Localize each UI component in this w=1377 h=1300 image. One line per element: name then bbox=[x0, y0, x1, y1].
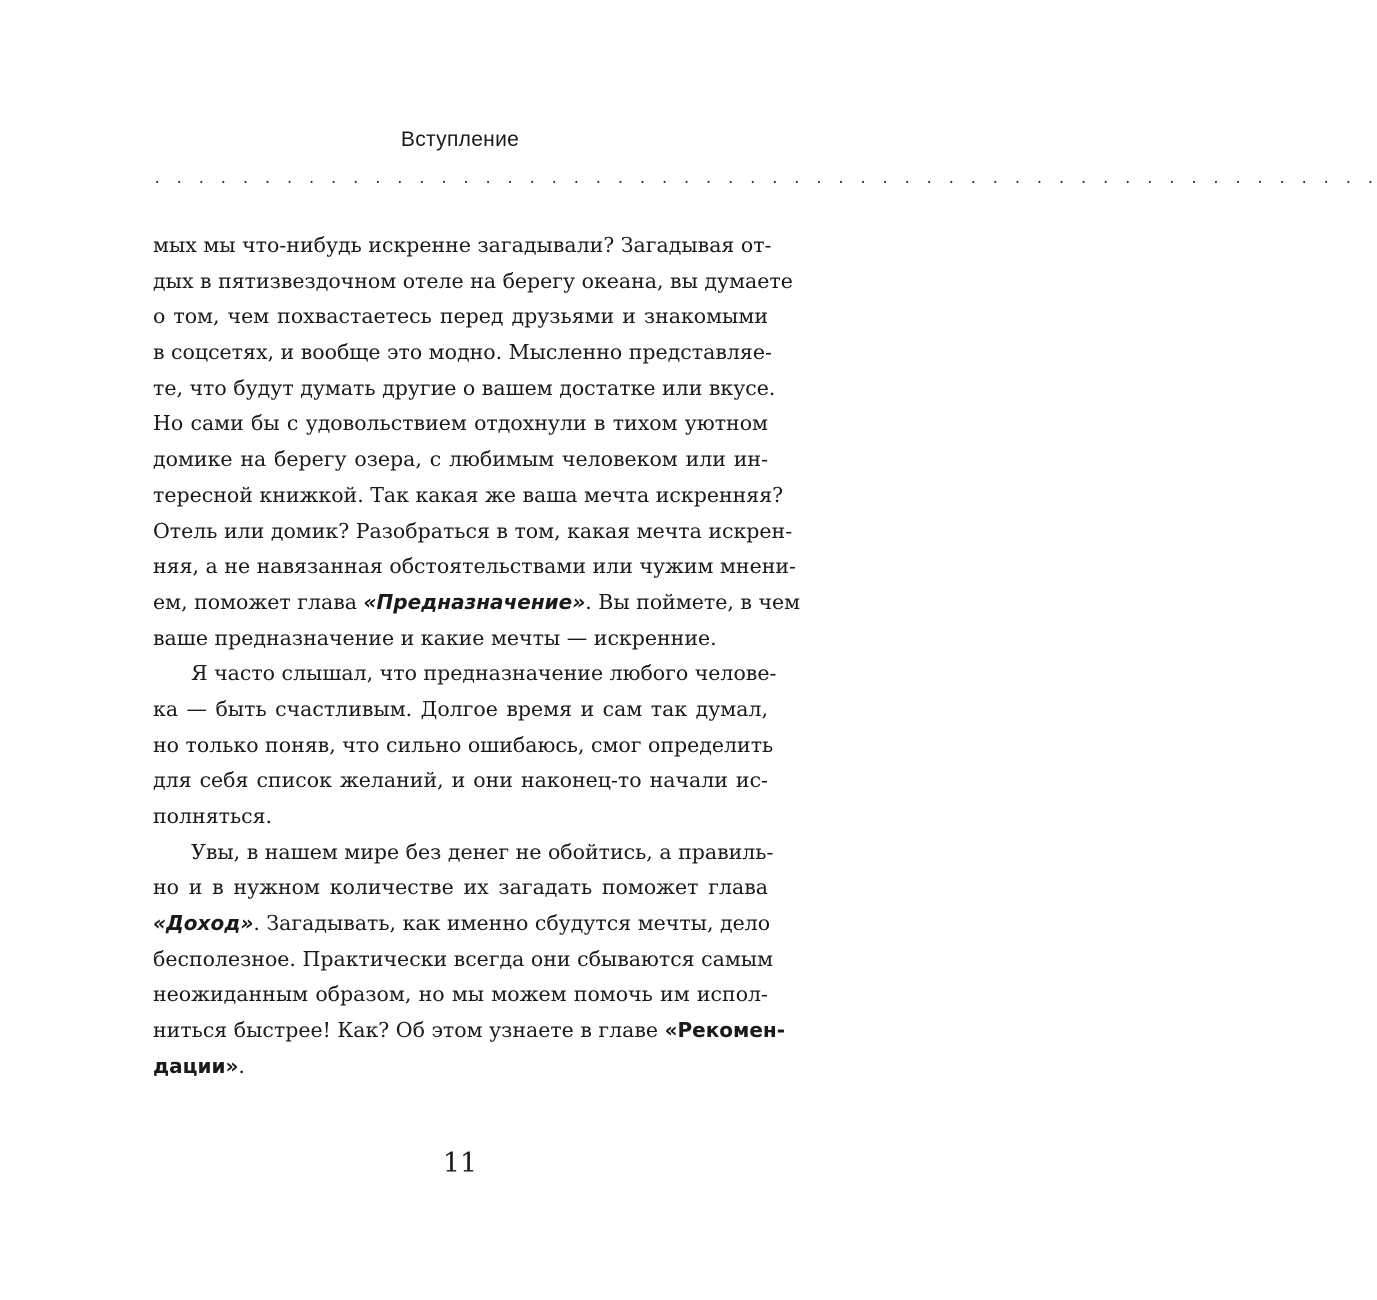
text-line: ка — быть счастливым. Долгое время и сам так думал, bbox=[153, 696, 768, 721]
body-text bbox=[153, 228, 801, 1085]
text-fragment: . bbox=[238, 1053, 245, 1078]
text-line: но и в нужном количестве их загадать поможет глава bbox=[153, 875, 768, 900]
running-header: Вступление bbox=[400, 128, 520, 151]
text-line bbox=[153, 585, 801, 621]
paragraph-1 bbox=[153, 228, 801, 656]
text-fragment: . Загадывать, как именно сбудутся мечты, дело bbox=[253, 911, 771, 936]
text-line: неожиданным образом, но мы можем помочь им испол- bbox=[153, 982, 768, 1007]
chapter-reference-recommendations: «Рекомен- bbox=[664, 1018, 786, 1043]
text-line bbox=[153, 1013, 786, 1049]
text-line: о том, чем похвастаетесь перед друзьями и знакомыми bbox=[153, 304, 768, 329]
text-line: для себя список желаний, и они наконец-то начали ис- bbox=[153, 768, 768, 793]
text-line: те, что будут думать другие о вашем достатке или вкусе. bbox=[153, 375, 776, 400]
text-line: мых мы что-нибудь искренне загадывали? Загадывая от- bbox=[153, 233, 772, 257]
text-line: тересной книжкой. Так какая же ваша мечта искренняя? bbox=[153, 482, 784, 507]
text-line: Увы, в нашем мире без денег не обойтись, а правиль- bbox=[191, 839, 774, 864]
text-fragment: ниться быстрее! Как? Об этом узнаете в главе bbox=[153, 1018, 665, 1043]
header-dotted-rule: . . . . . . . . . . . . . . . . . . . . . . . . . . . . . . . . . . . . . . . . . . . . . . . . . . . . . . . . bbox=[153, 171, 1377, 187]
text-line: но только поняв, что сильно ошибаюсь, смог определить bbox=[153, 732, 774, 757]
text-line bbox=[153, 906, 771, 942]
paragraph-3 bbox=[153, 835, 786, 1085]
text-line: ваше предназначение и какие мечты — искренние. bbox=[153, 625, 717, 650]
chapter-reference-purpose: «Предназначение» bbox=[363, 589, 586, 614]
text-line bbox=[153, 1049, 768, 1085]
text-line: Но сами бы с удовольствием отдохнули в тихом уютном bbox=[153, 411, 768, 436]
text-line: дых в пятизвездочном отеле на берегу океана, вы думаете bbox=[153, 268, 793, 293]
paragraph-2 bbox=[153, 656, 777, 834]
chapter-reference-recommendations-cont: дации» bbox=[153, 1053, 239, 1078]
page-number: 11 bbox=[442, 1148, 478, 1179]
chapter-reference-income: «Доход» bbox=[153, 911, 254, 936]
text-fragment: . Вы поймете, в чем bbox=[585, 589, 801, 614]
text-line: няя, а не навязанная обстоятельствами или чужим мнени- bbox=[153, 554, 796, 579]
text-line: Отель или домик? Разобраться в том, какая мечта искрен- bbox=[153, 518, 793, 543]
text-line: домике на берегу озера, с любимым человеком или ин- bbox=[153, 447, 768, 472]
text-line: Я часто слышал, что предназначение любого челове- bbox=[191, 661, 777, 686]
text-line: в соцсетях, и вообще это модно. Мысленно представляе- bbox=[153, 340, 772, 365]
text-line: полняться. bbox=[153, 804, 273, 828]
text-fragment: ем, поможет глава bbox=[153, 589, 364, 614]
text-line: бесполезное. Практически всегда они сбываются самым bbox=[153, 946, 774, 971]
